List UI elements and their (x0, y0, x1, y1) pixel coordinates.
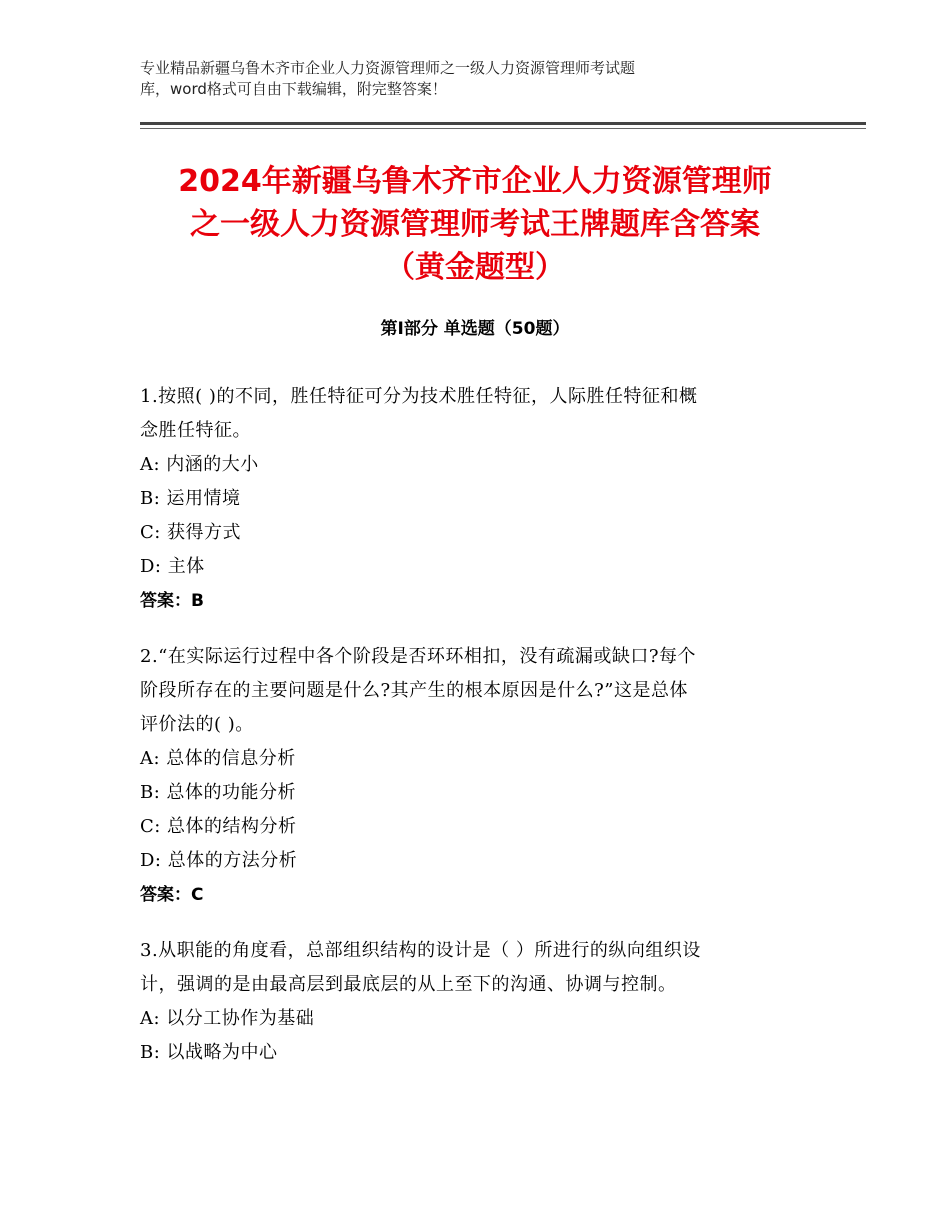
question-3 (140, 934, 808, 1070)
option-b: B: 运用情境 (140, 488, 241, 509)
option-c: C: 获得方式 (140, 522, 242, 543)
title-line-3: （黄金题型） (385, 250, 565, 285)
question-list (140, 380, 808, 1092)
header-divider-thin (140, 128, 866, 129)
answer: 答案：C (140, 885, 204, 905)
answer: 答案：B (140, 591, 204, 611)
header-line-2: 库，word格式可自由下载编辑，附完整答案！ (140, 80, 447, 98)
option-a: A: 内涵的大小 (140, 454, 259, 475)
option-a: A: 总体的信息分析 (140, 748, 296, 769)
option-b: B: 总体的功能分析 (140, 782, 297, 803)
question-stem: 计，强调的是由最高层到最底层的从上至下的沟通、协调与控制。 (140, 974, 677, 995)
option-b: B: 以战略为中心 (140, 1042, 278, 1063)
page-header (140, 58, 820, 100)
header-divider-thick (140, 122, 866, 125)
option-a: A: 以分工协作为基础 (140, 1008, 315, 1029)
question-stem: 2.“在实际运行过程中各个阶段是否环环相扣，没有疏漏或缺口?每个 (140, 646, 697, 667)
question-2 (140, 640, 808, 912)
title-line-2: 之一级人力资源管理师考试王牌题库含答案 (190, 207, 760, 242)
option-d: D: 总体的方法分析 (140, 850, 298, 871)
question-stem: 评价法的( )。 (140, 714, 254, 735)
document-title (140, 160, 810, 289)
section-heading: 第Ⅰ部分 单选题（50题） (380, 319, 570, 339)
option-c: C: 总体的结构分析 (140, 816, 297, 837)
question-stem: 1.按照( )的不同，胜任特征可分为技术胜任特征，人际胜任特征和概 (140, 386, 698, 407)
question-1 (140, 380, 808, 618)
question-stem: 3.从职能的角度看，总部组织结构的设计是（ ）所进行的纵向组织设 (140, 940, 701, 961)
header-line-1: 专业精品新疆乌鲁木齐市企业人力资源管理师之一级人力资源管理师考试题 (140, 59, 636, 77)
question-stem: 阶段所存在的主要问题是什么?其产生的根本原因是什么?”这是总体 (140, 680, 688, 701)
option-d: D: 主体 (140, 556, 205, 577)
question-stem: 念胜任特征。 (140, 420, 251, 441)
title-line-1: 2024年新疆乌鲁木齐市企业人力资源管理师 (178, 164, 772, 199)
